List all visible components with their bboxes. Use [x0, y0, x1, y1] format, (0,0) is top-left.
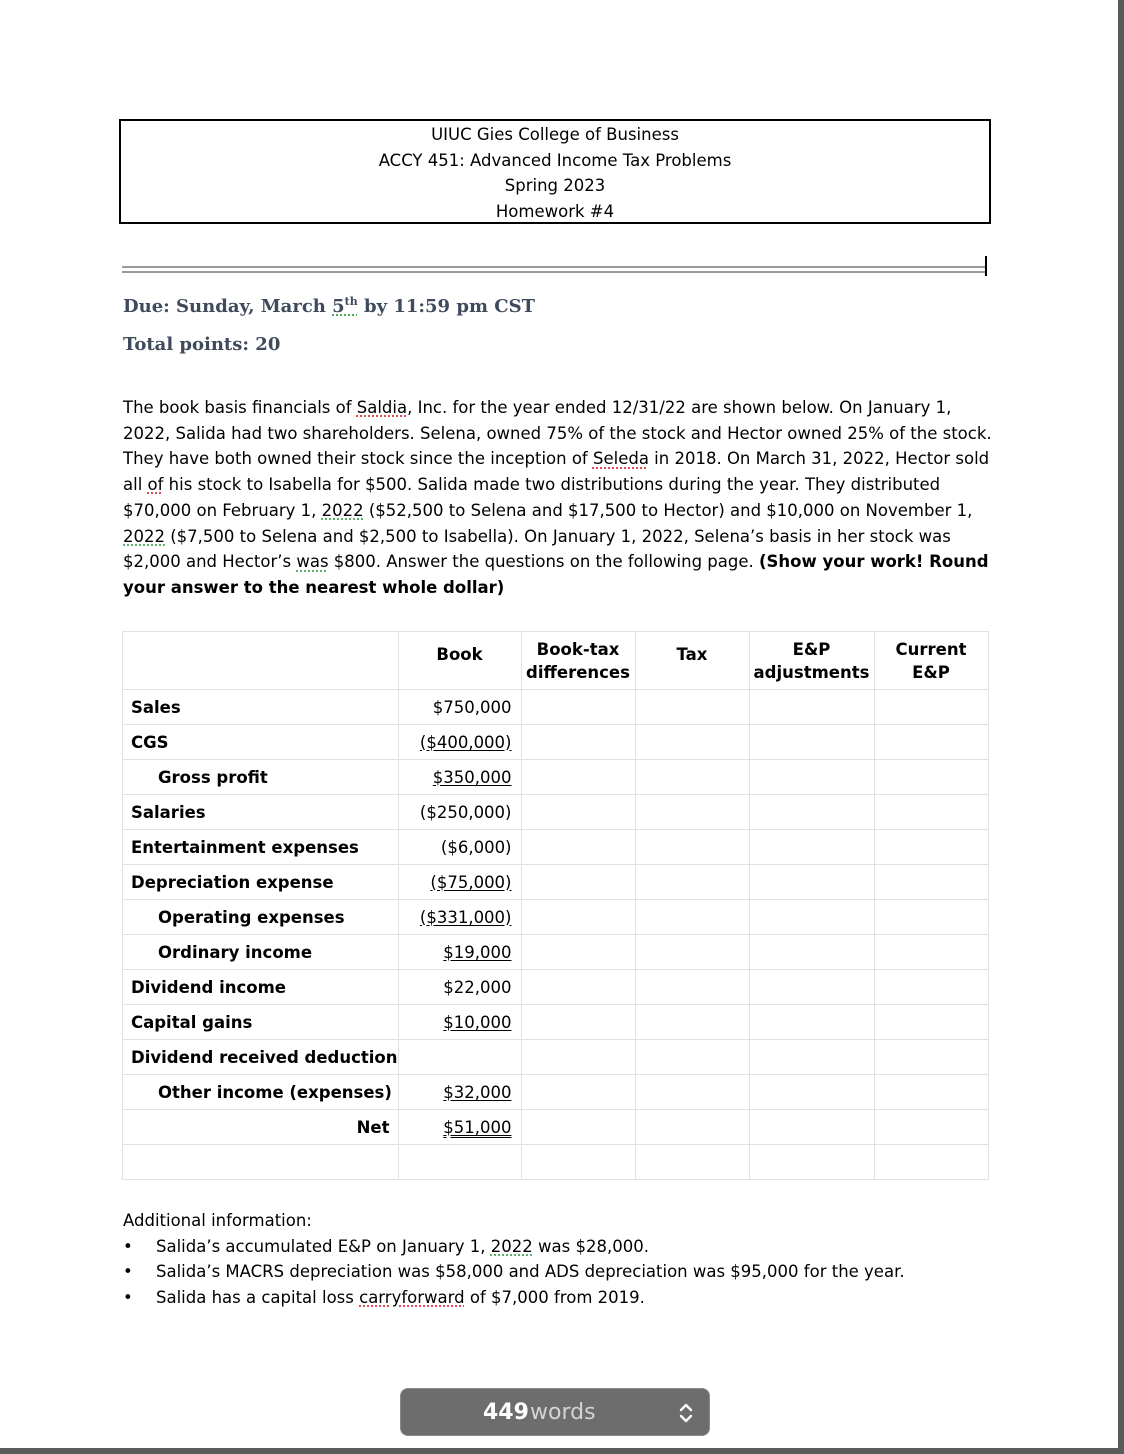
header-current-ep: Current E&P [874, 632, 988, 690]
table-row: Capital gains $10,000 [123, 1005, 989, 1040]
additional-title: Additional information: [123, 1211, 312, 1230]
table-row: Dividend received deduction [123, 1040, 989, 1075]
window-right-edge [1118, 0, 1124, 1454]
header-book: Book [398, 632, 521, 690]
word-count-number: 449 [483, 1400, 529, 1425]
window-bottom-edge [0, 1448, 1124, 1454]
financials-table [122, 631, 989, 1180]
table-row: CGS ($400,000) [123, 725, 989, 760]
table-row: Depreciation expense ($75,000) [123, 865, 989, 900]
horizontal-rule [122, 266, 986, 273]
table-row: Entertainment expenses ($6,000) [123, 830, 989, 865]
bullet-icon: • [123, 1262, 133, 1281]
rule-end-tick [985, 256, 987, 276]
spell-flag-seleda[interactable]: Seleda [592, 449, 649, 469]
table-row: Gross profit $350,000 [123, 760, 989, 795]
header-book-tax: Book-tax differences [521, 632, 635, 690]
grammar-flag-2022c[interactable]: 2022 [490, 1236, 533, 1256]
grammar-flag-2022b[interactable]: 2022 [123, 526, 165, 546]
table-row: Dividend income $22,000 [123, 970, 989, 1005]
header-college: UIUC Gies College of Business [431, 125, 679, 144]
list-item: • Salida’s accumulated E&P on January 1, 2022 was $28,000. [123, 1234, 983, 1260]
spell-flag-carryforward[interactable]: carryforward [359, 1287, 465, 1307]
chevron-up-down-icon [679, 1400, 693, 1426]
header-term: Spring 2023 [504, 176, 606, 195]
word-count-label: words [530, 1400, 596, 1425]
header-ep-adjustments: E&P adjustments [749, 632, 874, 690]
additional-list [123, 1234, 983, 1311]
spell-flag-saldia[interactable]: Saldia [356, 398, 408, 417]
table-row-empty [123, 1145, 989, 1180]
due-date: Due: Sunday, March 5th by 11:59 pm CST [123, 295, 535, 317]
table-row: Salaries ($250,000) [123, 795, 989, 830]
header-course: ACCY 451: Advanced Income Tax Problems [378, 150, 732, 170]
bullet-icon: • [123, 1236, 133, 1256]
table-row: Ordinary income $19,000 [123, 935, 989, 970]
header-blank [123, 632, 399, 690]
table-row: Other income (expenses) $32,000 [123, 1075, 989, 1110]
table-row: Net $51,000 [123, 1110, 989, 1145]
additional-information [123, 1208, 983, 1310]
header-assignment: Homework #4 [495, 201, 615, 221]
list-item: • Salida has a capital loss carryforward of $7,000 from 2019. [123, 1285, 983, 1311]
table-row: Operating expenses ($331,000) [123, 900, 989, 935]
course-header-box [119, 119, 991, 224]
table-row: Sales $750,000 [123, 690, 989, 725]
bullet-icon: • [123, 1287, 133, 1307]
intro-paragraph: The book basis financials of Saldia, Inc. for the year ended 12/31/22 are shown below. On January 1, 2022, Salida had two shareholders. Selena, owned 75% of the stock and Hector owned 25% of the stock. They have both owned their stock since the inception of Seleda in 2018. On March 31, 2022, Hector sold all of his stock to Isabella for $500. Salida made two distributions during the year. They distributed $70,000 on February 1, 2022 ($52,500 to Selena and $17,500 to Hector) and $10,000 on November 1, 2022 ($7,500 to Selena and $2,500 to Isabella). On January 1, 2022, Selena’s basis in her stock was $2,000 and Hector’s was $800. Answer the questions on the following page. (Show your work! Round your answer to the nearest whole dollar) [123, 398, 992, 597]
total-points: Total points: 20 [123, 334, 281, 355]
grammar-flag-was[interactable]: was [296, 552, 329, 572]
word-count-button[interactable] [400, 1388, 710, 1436]
header-tax: Tax [635, 632, 749, 690]
spell-flag-of[interactable]: of [147, 475, 164, 495]
grammar-flag-2022[interactable]: 2022 [321, 500, 364, 520]
list-item: • Salida’s MACRS depreciation was $58,000 and ADS depreciation was $95,000 for the year. [123, 1259, 983, 1285]
spell-flag-ordinal[interactable]: 5th [332, 295, 358, 317]
table-header-row [123, 632, 989, 690]
